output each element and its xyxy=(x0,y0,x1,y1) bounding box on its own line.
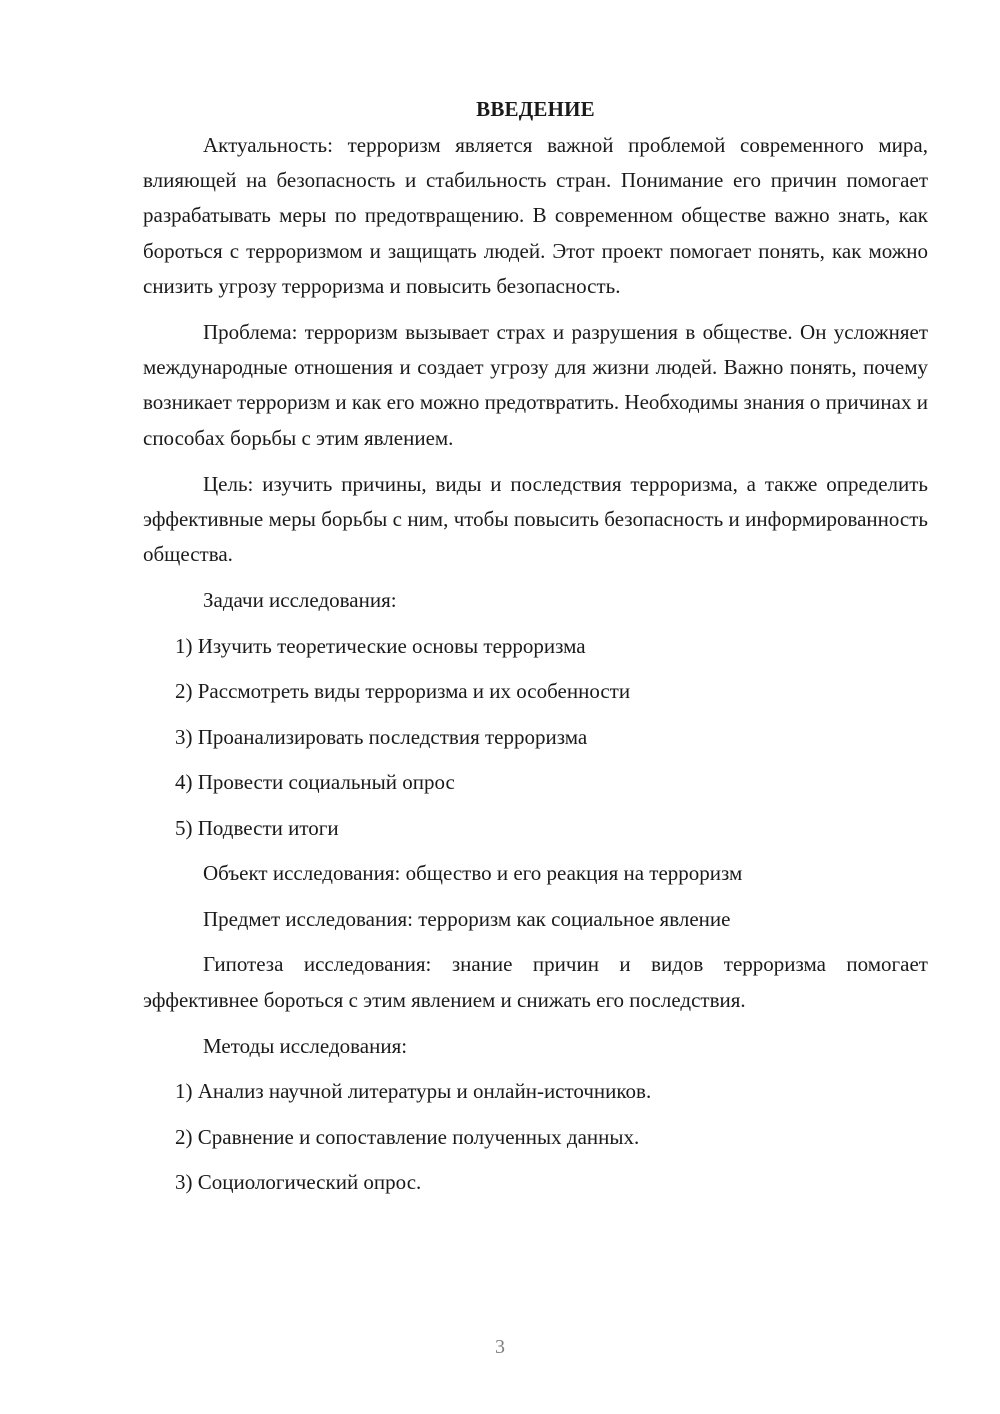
method-item: 1) Анализ научной литературы и онлайн-источников. xyxy=(175,1079,652,1104)
task-item: 1) Изучить теоретические основы терроризма xyxy=(175,633,586,658)
method-item: 2) Сравнение и сопоставление полученных данных. xyxy=(175,1124,640,1149)
page-number: 3 xyxy=(495,1336,505,1358)
research-subject: Предмет исследования: терроризм как социальное явление xyxy=(203,906,731,931)
task-item: 3) Проанализировать последствия терроризма xyxy=(175,724,588,749)
methods-label: Методы исследования: xyxy=(203,1033,408,1058)
relevance-paragraph: Актуальность: терроризм является важной проблемой современного мира, влияющей на безопасность и стабильность стран. Понимание его причин помогает разрабатывать меры по предотвращению. В современном обществе важно знать, как бороться с терроризмом и защищать людей. Этот проект помогает понять, как можно снизить угрозу терроризма и повысить безопасность. xyxy=(143,133,928,298)
method-item: 3) Социологический опрос. xyxy=(175,1170,422,1195)
problem-paragraph: Проблема: терроризм вызывает страх и разрушения в обществе. Он усложняет международные отношения и создает угрозу для жизни людей. Важно понять, почему возникает терроризм и как его можно предотвратить. Необходимы знания о причинах и способах борьбы с этим явлением. xyxy=(143,320,928,450)
task-item: 5) Подвести итоги xyxy=(175,815,339,840)
page-content xyxy=(143,94,928,1211)
section-title: ВВЕДЕНИЕ xyxy=(476,97,595,121)
goal-paragraph: Цель: изучить причины, виды и последствия терроризма, а также определить эффективные меры борьбы с ним, чтобы повысить безопасность и информированность общества. xyxy=(143,471,928,567)
hypothesis-paragraph: Гипотеза исследования: знание причин и видов терроризма помогает эффективнее бороться с этим явлением и снижать его последствия. xyxy=(143,952,928,1012)
research-object: Объект исследования: общество и его реакция на терроризм xyxy=(203,861,743,886)
task-item: 2) Рассмотреть виды терроризма и их особенности xyxy=(175,679,631,704)
tasks-label: Задачи исследования: xyxy=(203,588,397,613)
task-item: 4) Провести социальный опрос xyxy=(175,770,455,795)
methods-list xyxy=(143,1074,928,1200)
tasks-list xyxy=(143,629,928,846)
